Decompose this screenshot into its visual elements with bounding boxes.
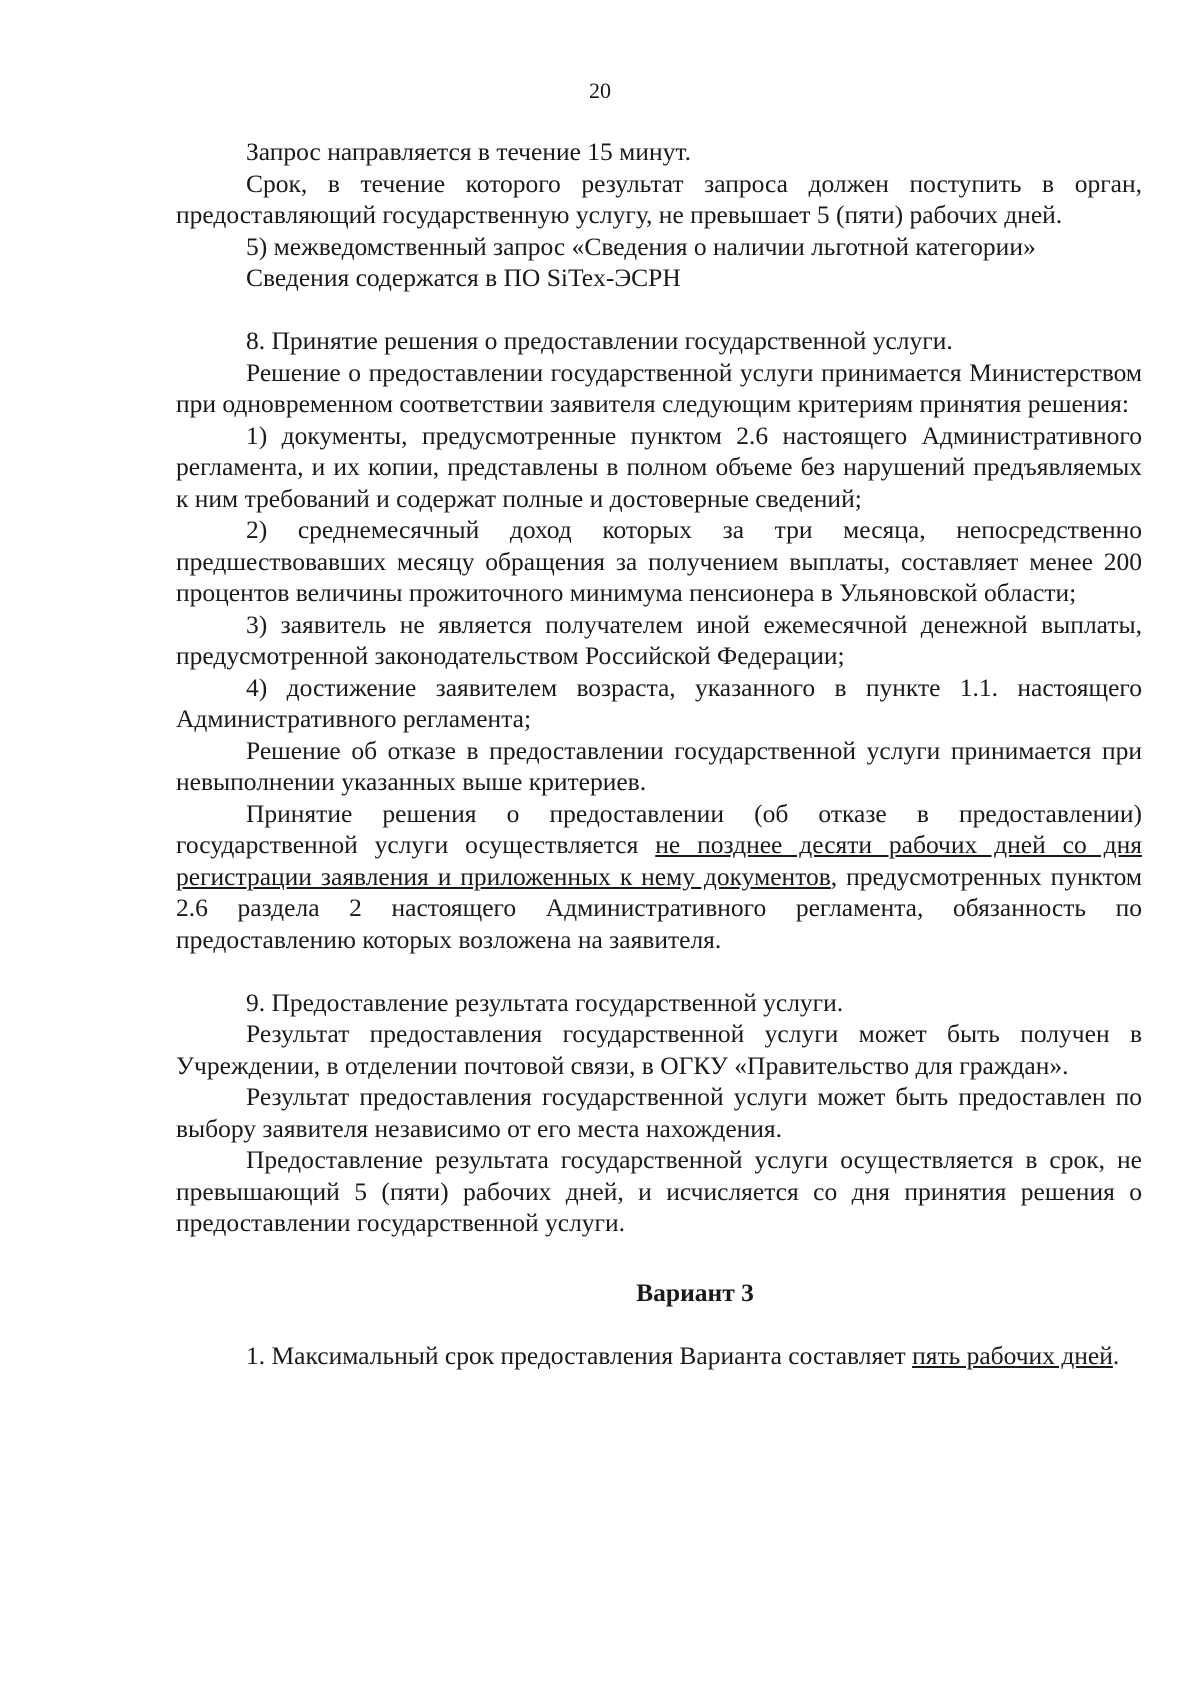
paragraph: Предоставление результата государственной услуги осуществляется в срок, не превышающий 5 (пяти) рабочих дней, и исчисляется со дня принятия решения о предоставлении государственной услуги. [176,1145,1142,1237]
underlined-text: пять рабочих дней [912,1341,1113,1370]
paragraph-text: , предусмотренных пунктом 2.6 раздела 2 настоящего Административного регламента, обязанность по предоставлению которых возложена на заявителя. [176,861,1142,954]
paragraph: Результат предоставления государственной услуги может быть предоставлен по выбору заявителя независимо от его места нахождения. [176,1082,1142,1143]
list-item: 3) заявитель не является получателем иной ежемесячной денежной выплаты, предусмотренной законодательством Российской Федерации; [176,609,1142,670]
paragraph: Решение об отказе в предоставлении государственной услуги принимается при невыполнении указанных выше критериев. [176,735,1142,796]
document-body [176,136,1142,1372]
list-item: 2) среднемесячный доход которых за три месяца, непосредственно предшествовавших месяцу обращения за получением выплаты, составляет менее 200 процентов величины прожиточного минимума пенсионера в Ульяновской области; [176,515,1142,607]
paragraph: 5) межведомственный запрос «Сведения о наличии льготной категории» [246,231,1036,261]
list-item: 4) достижение заявителем возраста, указанного в пункте 1.1. настоящего Административного регламента; [176,672,1142,733]
paragraph: Решение о предоставлении государственной услуги принимается Министерством при одновременном соответствии заявителя следующим критериям принятия решения: [176,357,1142,418]
paragraph-text: 1. Максимальный срок предоставления Варианта составляет [246,1341,913,1370]
paragraph [176,798,1142,956]
section-title: 9. Предоставление результата государственной услуги. [246,987,844,1017]
paragraph: Срок, в течение которого результат запроса должен поступить в орган, предоставляющий государственную услугу, не превышает 5 (пяти) рабочих дней. [176,168,1142,229]
page-number: 20 [589,78,611,103]
paragraph: Результат предоставления государственной услуги может быть получен в Учреждении, в отделении почтовой связи, в ОГКУ «Правительство для граждан». [176,1019,1142,1080]
variant-heading: Вариант 3 [636,1277,754,1307]
paragraph: Сведения содержатся в ПО SiTex-ЭСРН [246,263,681,292]
underlined-text: не позднее десяти рабочих дней со дня регистрации заявления и приложенных к нему документов [176,830,1142,891]
section-title: 8. Принятие решения о предоставлении государственной услуги. [246,326,953,355]
paragraph-text: Принятие решения о предоставлении (об отказе в предоставлении) государственной услуги осуществляется [176,798,1142,859]
paragraph [176,1340,1142,1372]
paragraph-text: . [1112,1341,1120,1370]
paragraph: Запрос направляется в течение 15 минут. [246,137,691,166]
list-item: 1) документы, предусмотренные пунктом 2.6 настоящего Административного регламента, и их копии, представлены в полном объеме без нарушений предъявляемых к ним требований и содержат полные и достоверные сведений; [176,420,1142,513]
